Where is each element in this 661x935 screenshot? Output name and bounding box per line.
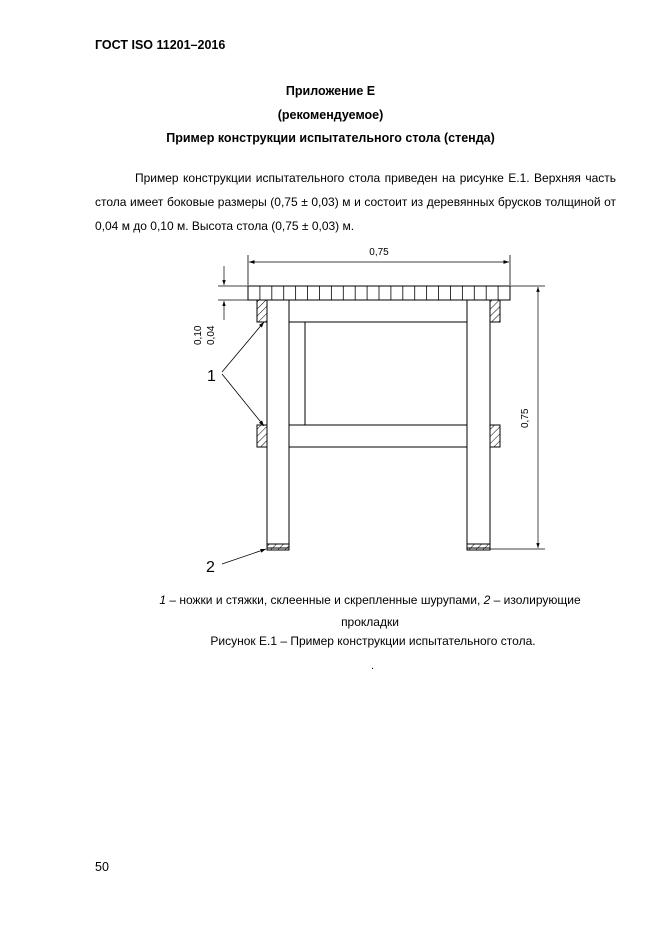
width-label: 0,75 <box>369 247 389 258</box>
appendix-name: Пример конструкции испытательного стола (стенда) <box>166 131 495 145</box>
figure-legend <box>130 589 610 633</box>
thickness-max-label: 0,10 <box>193 325 204 345</box>
stray-mark: . <box>371 660 375 672</box>
appendix-status: (рекомендуемое) <box>277 108 384 122</box>
figure-caption: Рисунок Е.1 – Пример конструкции испытательного стола. <box>210 634 536 648</box>
right-leg <box>467 300 490 548</box>
thickness-min-label: 0,04 <box>206 325 217 345</box>
legend-number-2: 2 <box>483 593 491 607</box>
height-dimension <box>490 286 545 549</box>
inner-post <box>289 322 305 425</box>
callout-1-number: 1 <box>207 368 216 385</box>
callout-2-number: 2 <box>206 559 215 576</box>
legend-number-1: 1 <box>159 593 166 607</box>
upper-rail <box>289 300 467 322</box>
body-text: Пример конструкции испытательного стола приведен на рисунке Е.1. Верхняя часть стола имеет боковые размеры (0,75 ± 0,03) м и состоит из деревянных брусков толщиной от 0,04 м до 0,10 м. Высота стола (0,75 ± 0,03) м. <box>95 171 616 233</box>
left-leg <box>267 300 289 548</box>
legend-text-1: – ножки и стяжки, склеенные и скрепленные шурупами, <box>166 593 484 607</box>
thickness-dimension <box>193 266 248 345</box>
callout-2 <box>206 549 266 576</box>
table-top <box>248 286 510 300</box>
document-header: ГОСТ ISO 11201–2016 <box>95 38 226 52</box>
width-dimension <box>248 247 510 285</box>
height-label: 0,75 <box>520 408 531 428</box>
appendix-title: Приложение Е <box>285 84 376 98</box>
page-number: 50 <box>95 860 109 874</box>
lower-rail <box>257 425 500 447</box>
insulating-feet <box>267 544 490 550</box>
legend-text-2: – изолирующие прокладки <box>341 593 581 629</box>
